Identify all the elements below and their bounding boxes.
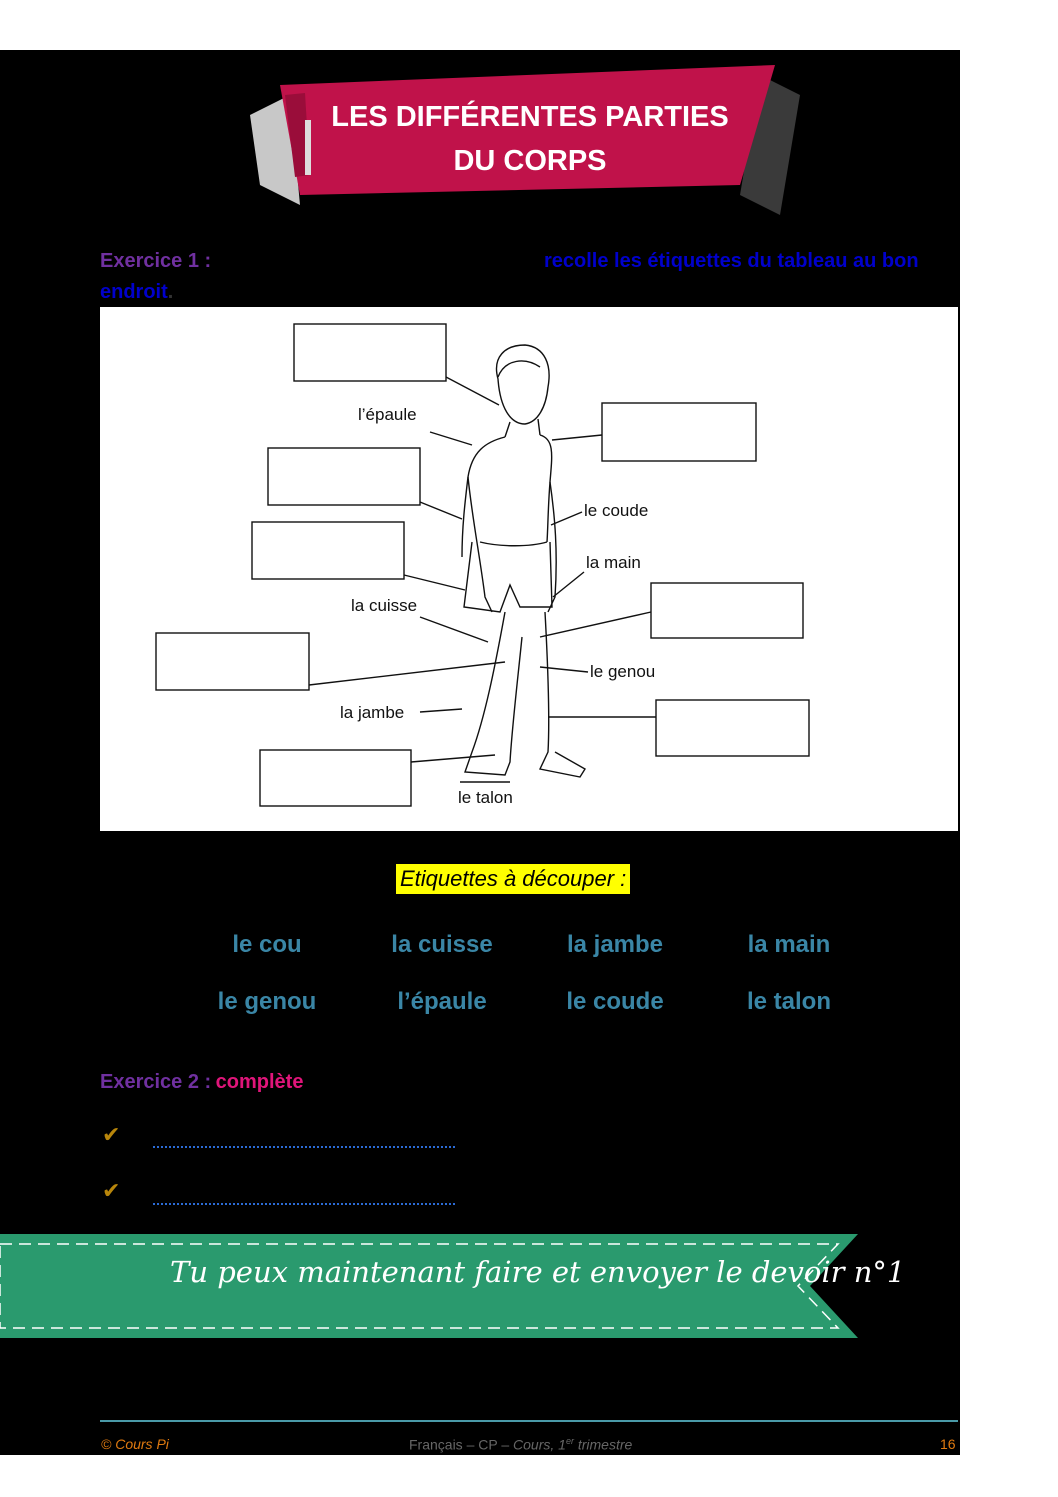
empty-label-box [268,448,420,505]
cutout-tag[interactable]: le talon [746,988,831,1015]
empty-label-box [260,750,411,806]
page-title [300,95,760,183]
cutout-tag[interactable]: l’épaule [397,988,487,1015]
page-number: 16 [940,1436,956,1452]
answer-line-2[interactable] [153,1203,455,1205]
exercise-2-instruction: complète [215,1071,304,1093]
footer-course-a: Français – CP – [409,1436,514,1453]
title-line-2: DU CORPS [453,145,607,177]
figure-label-main: la main [586,553,641,572]
exercise-1-period: . [167,281,174,303]
empty-label-box [651,583,803,638]
answer-line-1[interactable] [153,1146,455,1148]
exercise-1-word-endroit: endroit [100,281,168,303]
footer-divider [100,1420,958,1422]
figure-label-epaule: l’épaule [358,405,417,424]
exercise-2-heading [100,1071,303,1094]
cutout-tag[interactable]: la jambe [566,931,664,958]
cutout-tag[interactable]: la cuisse [391,931,493,958]
exercise-2-label: Exercice 2 : [100,1071,212,1093]
figure-label-jambe: la jambe [340,703,405,722]
body-figure-panel [100,307,958,831]
exercise-1-instruction-end [100,281,173,304]
figure-label-talon: le talon [458,788,513,807]
empty-label-box [252,522,404,579]
footer-course-c: trimestre [573,1436,633,1453]
cutout-tag[interactable]: le coude [566,988,664,1015]
empty-label-box [294,324,446,381]
check-icon: ✔ [102,1178,121,1203]
empty-label-box [656,700,809,756]
ribbon-text: Tu peux maintenant faire et envoyer le devoir n°1 [170,1255,906,1289]
body-drawing [100,307,958,831]
cutout-tag[interactable]: le genou [217,988,317,1015]
footer-copyright: © Cours Pi [101,1436,169,1452]
footer-course [409,1436,632,1453]
cutout-tag[interactable]: le cou [232,931,302,958]
figure-label-coude: le coude [584,501,649,520]
check-icon: ✔ [102,1122,121,1147]
footer-course-b: Cours, 1 [513,1436,566,1453]
figure-label-genou: le genou [590,662,656,681]
cutout-title: Etiquettes à découper : [396,864,630,894]
empty-label-box [156,633,309,690]
exercise-1-instruction: recolle les étiquettes du tableau au bon [544,250,919,272]
figure-label-cuisse: la cuisse [351,596,418,615]
empty-label-box [602,403,756,461]
footer-course-sup: er [565,1436,574,1446]
exercise-1-label: Exercice 1 : [100,250,212,272]
cutout-tag[interactable]: la main [747,931,831,958]
title-line-1: LES DIFFÉRENTES PARTIES [331,101,729,133]
